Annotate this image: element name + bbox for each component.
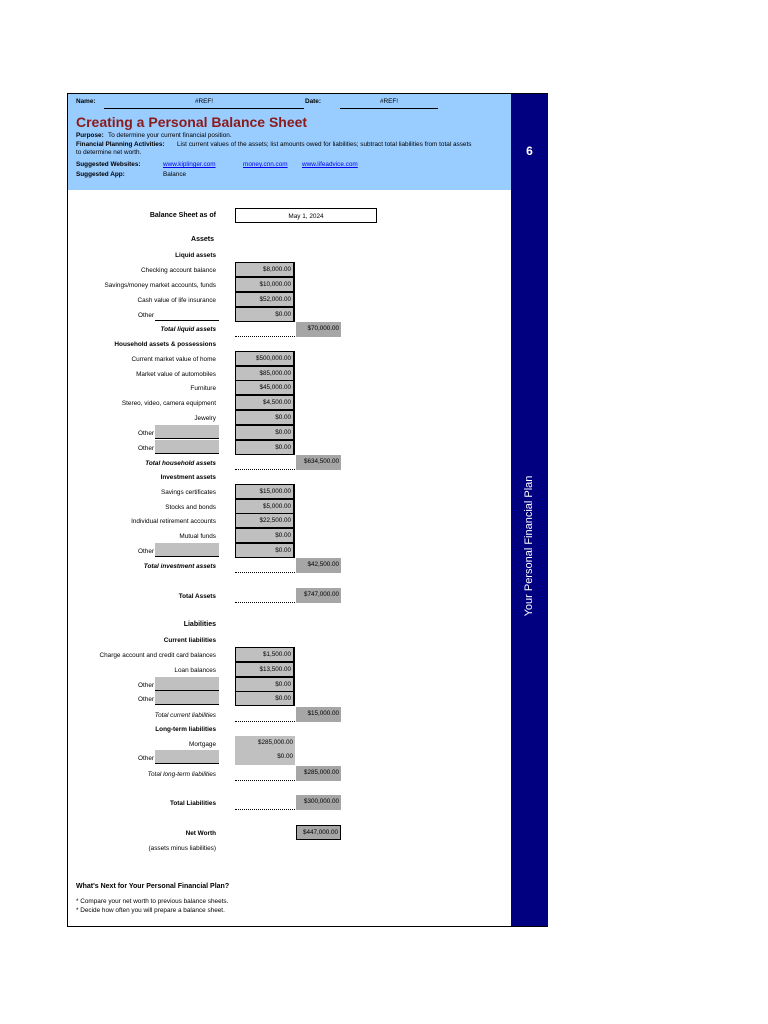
- current-value-loans[interactable]: $13,500.00: [235, 662, 295, 677]
- liquid-label-other: Other: [138, 312, 154, 319]
- household-heading: Household assets & possessions: [114, 341, 216, 348]
- total-liabilities-label: Total Liabilities: [169, 800, 216, 807]
- liquid-label-checking: Checking account balance: [141, 267, 216, 274]
- assets-heading: Assets: [191, 236, 214, 243]
- as-of-date-field[interactable]: May 1, 2024: [235, 208, 377, 223]
- net-worth-value: $447,000.00: [296, 825, 341, 840]
- liquid-label-savings: Savings/money market accounts, funds: [104, 282, 216, 289]
- household-label-jewelry: Jewelry: [194, 415, 216, 422]
- household-value-other-2[interactable]: $0.00: [235, 440, 295, 455]
- household-total-label: Total household assets: [145, 460, 216, 467]
- longterm-label-other: Other: [138, 755, 154, 762]
- household-value-automobiles[interactable]: $85,000.00: [235, 366, 295, 381]
- current-value-other-1[interactable]: $0.00: [235, 677, 295, 692]
- whats-next-heading: What's Next for Your Personal Financial Plan?: [76, 883, 230, 890]
- websites-label: Suggested Websites:: [76, 161, 141, 168]
- liabilities-heading: Liabilities: [183, 621, 216, 628]
- total-assets-label: Total Assets: [178, 593, 216, 600]
- household-value-home[interactable]: $500,000.00: [235, 351, 295, 366]
- sidebar-band: [511, 94, 548, 926]
- investment-value-ira[interactable]: $22,500.00: [235, 513, 295, 528]
- page-title: Creating a Personal Balance Sheet: [76, 114, 308, 130]
- app-value: Balance: [163, 171, 187, 178]
- current-other-1-input[interactable]: [155, 677, 219, 691]
- household-value-furniture[interactable]: $45,000.00: [235, 380, 295, 395]
- household-label-automobiles: Market value of automobiles: [136, 371, 216, 378]
- sidebar-title: Your Personal Financial Plan: [523, 475, 535, 617]
- as-of-label: Balance Sheet as of: [149, 212, 216, 219]
- liquid-total-label: Total liquid assets: [160, 326, 216, 333]
- activities-label: Financial Planning Activities:: [76, 141, 165, 148]
- date-field[interactable]: #REF!: [379, 98, 399, 105]
- website-link-lifeadvice[interactable]: www.lifeadvice.com: [302, 161, 358, 168]
- activities-text-cont: to determine net worth.: [76, 149, 142, 156]
- balance-sheet-form: [67, 93, 548, 927]
- liquid-value-checking[interactable]: $8,000.00: [235, 262, 295, 277]
- household-total-value: $634,500.00: [296, 455, 341, 470]
- current-other-2-input[interactable]: [155, 691, 219, 705]
- net-worth-note: (assets minus liabilities): [148, 845, 216, 852]
- investment-value-mutual-funds[interactable]: $0.00: [235, 528, 295, 543]
- total-assets-value: $747,000.00: [296, 588, 341, 603]
- household-value-other-1[interactable]: $0.00: [235, 425, 295, 440]
- current-total-value: $15,000.00: [296, 707, 341, 722]
- longterm-value-mortgage[interactable]: $285,000.00: [235, 736, 295, 751]
- total-liabilities-value: $300,000.00: [296, 795, 341, 810]
- current-value-other-2[interactable]: $0.00: [235, 691, 295, 706]
- name-label: Name:: [76, 98, 96, 105]
- section-number: 6: [526, 144, 533, 158]
- investment-label-other: Other: [138, 548, 154, 555]
- current-liabilities-heading: Current liabilities: [163, 637, 216, 644]
- investment-heading: Investment assets: [160, 474, 216, 481]
- date-label: Date:: [305, 98, 321, 105]
- longterm-liabilities-heading: Long-term liabilities: [155, 726, 216, 733]
- household-label-furniture: Furniture: [190, 385, 216, 392]
- longterm-other-input[interactable]: [155, 750, 219, 764]
- liquid-value-other[interactable]: $0.00: [235, 307, 295, 322]
- investment-label-mutual-funds: Mutual funds: [179, 533, 216, 540]
- app-label: Suggested App:: [76, 171, 125, 178]
- net-worth-label: Net Worth: [185, 830, 216, 837]
- whats-next-item-2: * Decide how often you will prepare a balance sheet.: [76, 907, 225, 914]
- household-label-other-2: Other: [138, 445, 154, 452]
- website-link-cnn[interactable]: money.cnn.com: [243, 161, 288, 168]
- longterm-total-label: Total long-term liabilities: [147, 771, 216, 778]
- longterm-value-other[interactable]: $0.00: [235, 750, 295, 765]
- investment-label-ira: Individual retirement accounts: [131, 518, 216, 525]
- household-other-1-input[interactable]: [155, 425, 219, 439]
- current-label-credit-cards: Charge account and credit card balances: [99, 652, 216, 659]
- current-label-other-1: Other: [138, 682, 154, 689]
- longterm-label-mortgage: Mortgage: [189, 741, 216, 748]
- liquid-other-line[interactable]: [155, 320, 219, 321]
- purpose-text: To determine your current financial position.: [108, 132, 232, 139]
- liquid-label-life-insurance: Cash value of life insurance: [137, 297, 216, 304]
- liquid-total-value: $70,000.00: [296, 322, 341, 337]
- household-other-2-input[interactable]: [155, 440, 219, 454]
- investment-other-input[interactable]: [155, 543, 219, 557]
- liquid-value-life-insurance[interactable]: $52,000.00: [235, 292, 295, 307]
- household-label-home: Current market value of home: [131, 356, 216, 363]
- household-label-other-1: Other: [138, 430, 154, 437]
- liquid-heading: Liquid assets: [175, 252, 216, 259]
- investment-label-stocks: Stocks and bonds: [165, 504, 216, 511]
- investment-total-label: Total investment assets: [143, 563, 216, 570]
- household-label-stereo: Stereo, video, camera equipment: [121, 400, 216, 407]
- investment-value-certificates[interactable]: $15,000.00: [235, 484, 295, 499]
- liquid-value-savings[interactable]: $10,000.00: [235, 277, 295, 292]
- current-total-label: Total current liabilities: [154, 712, 216, 719]
- activities-text: List current values of the assets; list amounts owed for liabilities; subtract total liabilities from total assets: [177, 141, 472, 148]
- household-value-jewelry[interactable]: $0.00: [235, 410, 295, 425]
- investment-value-other[interactable]: $0.00: [235, 543, 295, 558]
- website-link-kiplinger[interactable]: www.kiplinger.com: [163, 161, 216, 168]
- investment-value-stocks[interactable]: $5,000.00: [235, 499, 295, 514]
- header-panel: [68, 94, 511, 190]
- whats-next-item-1: * Compare your net worth to previous balance sheets.: [76, 898, 229, 905]
- household-value-stereo[interactable]: $4,500.00: [235, 395, 295, 410]
- current-label-loans: Loan balances: [174, 667, 216, 674]
- investment-total-value: $42,500.00: [296, 558, 341, 573]
- longterm-total-value: $285,000.00: [296, 766, 341, 781]
- current-value-credit-cards[interactable]: $1,500.00: [235, 647, 295, 662]
- purpose-label: Purpose:: [76, 132, 104, 139]
- current-label-other-2: Other: [138, 696, 154, 703]
- name-field[interactable]: #REF!: [194, 98, 214, 105]
- investment-label-certificates: Savings certificates: [160, 489, 216, 496]
